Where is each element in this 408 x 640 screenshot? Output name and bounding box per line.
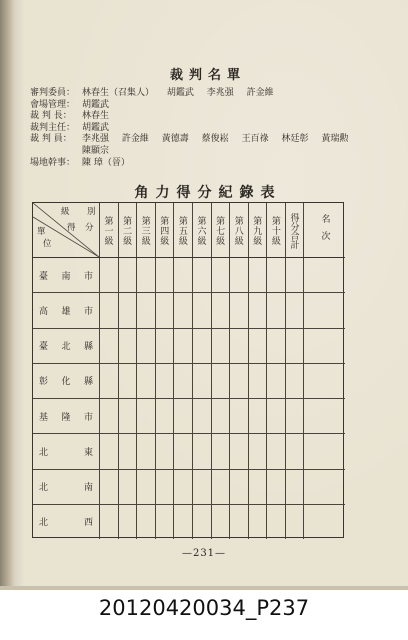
committee-list	[30, 88, 390, 169]
name: 黃德壽	[161, 134, 189, 145]
weight-class-header: 第八級	[232, 216, 243, 246]
name: 李兆强	[206, 88, 234, 98]
committee-row	[30, 134, 390, 146]
grid-row-line	[33, 433, 345, 434]
role-names	[82, 100, 390, 112]
weight-class-header: 第一級	[102, 216, 113, 246]
corner-class: 別	[87, 207, 96, 217]
weight-class-header: 第四級	[158, 216, 169, 246]
committee-row	[30, 111, 390, 123]
unit-label-char: 市	[83, 306, 93, 317]
corner-level: 級	[61, 207, 70, 217]
grid-column-line	[99, 203, 100, 539]
name: 黃瑞勲	[321, 134, 349, 145]
name: 李兆强	[82, 134, 110, 145]
role-names	[82, 134, 390, 146]
weight-class-header: 第六級	[195, 216, 206, 246]
grid-column-line	[173, 203, 174, 539]
unit-label-char: 北	[39, 483, 49, 494]
corner-unit-2: 位	[43, 239, 52, 249]
unit-label-char: 彰	[39, 377, 49, 388]
name: 許金維	[246, 88, 274, 98]
role-label: 裁 判 員：	[30, 134, 72, 145]
name: 林廷彰	[281, 134, 309, 145]
role-label: 場地幹事：	[30, 157, 76, 168]
unit-label-char: 縣	[83, 342, 93, 353]
role-label: 會場管理：	[30, 99, 76, 110]
image-caption: 20120420034_P237	[98, 596, 310, 620]
name: 胡鑑武	[166, 88, 194, 98]
weight-class-header: 第九級	[251, 216, 262, 246]
rank-header: 名次	[319, 214, 330, 248]
weight-class-header: 第二級	[121, 216, 132, 246]
unit-label-char: 北	[61, 342, 71, 353]
weight-class-header: 第五級	[176, 216, 187, 246]
grid-column-line	[118, 203, 119, 539]
grid-row-line	[33, 328, 345, 329]
unit-label-char: 隆	[61, 412, 71, 423]
grid-column-line	[285, 203, 286, 539]
unit-label	[33, 480, 99, 493]
committee-title: 裁判名單	[169, 68, 246, 83]
corner-unit: 單	[37, 227, 46, 237]
unit-label	[33, 269, 99, 282]
corner-score: 得	[67, 223, 76, 233]
name: 胡鑑武	[82, 122, 110, 133]
role-label: 裁 判 長：	[30, 111, 72, 122]
grid-row-line	[33, 363, 345, 364]
unit-label-char: 北	[39, 447, 49, 458]
page-bottom-edge	[0, 586, 408, 590]
grid-column-line	[211, 203, 212, 539]
corner-points: 分	[85, 223, 94, 233]
grid-column-line	[248, 203, 249, 539]
score-table	[32, 202, 344, 538]
unit-label	[33, 374, 99, 387]
unit-label-char: 高	[39, 306, 49, 317]
unit-label	[33, 304, 99, 317]
unit-label-char: 雄	[61, 306, 71, 317]
committee-row	[30, 123, 390, 135]
name: 陳顯宗	[82, 145, 110, 156]
name: 林春生	[82, 111, 110, 122]
committee-row	[30, 88, 390, 100]
grid-row-line	[33, 257, 345, 258]
weight-class-header: 第十級	[269, 216, 280, 246]
unit-label-char: 北	[39, 518, 49, 529]
role-names	[82, 88, 390, 100]
grid-column-line	[266, 203, 267, 539]
total-score-header: 得分合計	[288, 213, 299, 249]
role-names	[82, 158, 390, 170]
unit-label	[33, 410, 99, 423]
name: 林春生（召集人）	[82, 88, 155, 98]
unit-label	[33, 339, 99, 352]
role-names	[82, 111, 390, 123]
grid-column-line	[303, 203, 304, 539]
name: 胡鑑武	[82, 99, 110, 110]
grid-row-line	[33, 398, 345, 399]
name: 王百祿	[241, 134, 269, 145]
committee-row	[30, 158, 390, 170]
unit-label-char: 市	[83, 412, 93, 423]
book-spine	[0, 0, 14, 590]
role-label: 裁判主任：	[30, 122, 76, 133]
committee-row	[30, 146, 390, 158]
unit-label-char: 市	[83, 271, 93, 282]
role-label: 審判委員：	[30, 88, 76, 98]
unit-label-char: 臺	[39, 342, 49, 353]
grid-row-line	[33, 504, 345, 505]
weight-class-header: 第七級	[214, 216, 225, 246]
grid-row-line	[33, 292, 345, 293]
unit-label-char: 東	[83, 447, 93, 458]
unit-label-char: 臺	[39, 271, 49, 282]
table-title: 角力得分紀錄表	[134, 185, 282, 201]
name: 陳 璋（晉）	[82, 157, 130, 168]
committee-row	[30, 100, 390, 112]
name: 許金維	[121, 134, 149, 145]
grid-column-line	[136, 203, 137, 539]
unit-label-char: 南	[83, 483, 93, 494]
grid-column-line	[229, 203, 230, 539]
role-names	[82, 146, 390, 158]
role-names	[82, 123, 390, 135]
unit-label-char: 化	[61, 377, 71, 388]
unit-label-char: 西	[83, 518, 93, 529]
unit-label-char: 縣	[83, 377, 93, 388]
page-number: —231—	[181, 548, 227, 559]
grid-column-line	[192, 203, 193, 539]
unit-label	[33, 515, 99, 528]
name: 蔡俊崧	[201, 134, 229, 145]
unit-label-char: 南	[61, 271, 71, 282]
grid-column-line	[155, 203, 156, 539]
unit-label-char: 基	[39, 412, 49, 423]
grid-row-line	[33, 469, 345, 470]
unit-label	[33, 445, 99, 458]
weight-class-header: 第三級	[139, 216, 150, 246]
